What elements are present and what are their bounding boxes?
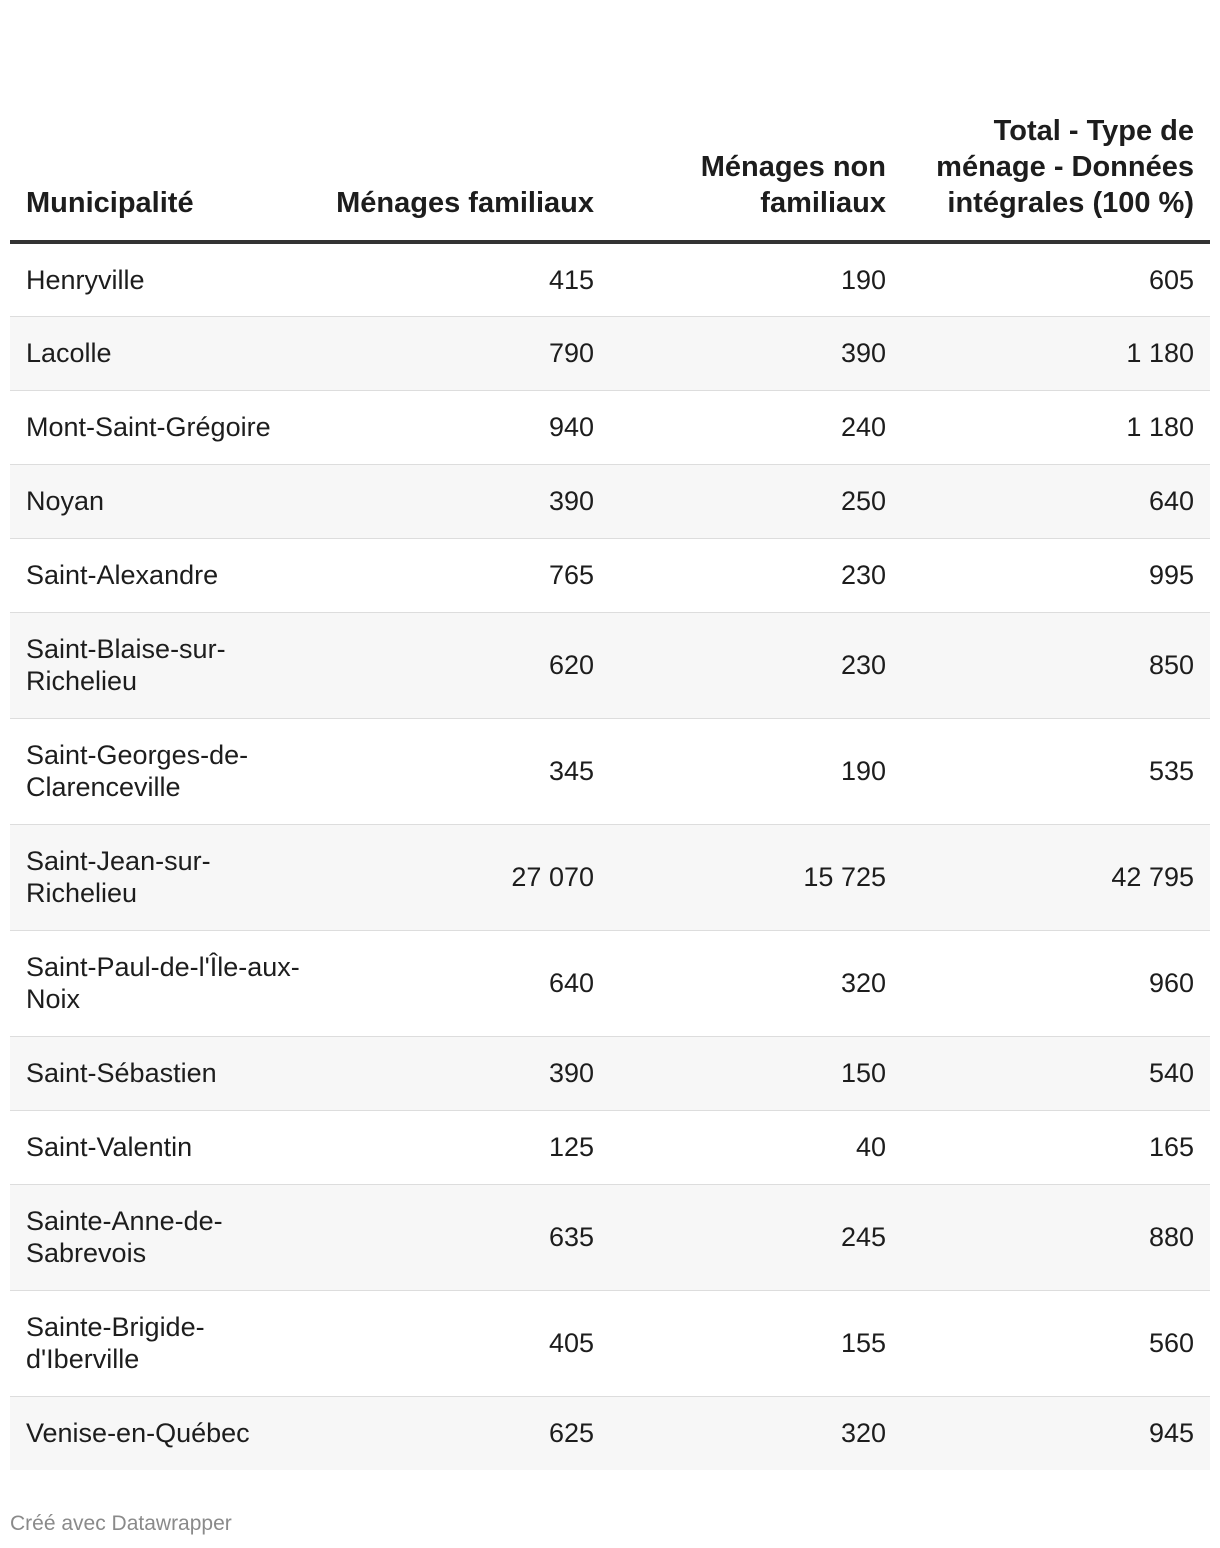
cell-menages-non-familiaux [610, 930, 902, 1036]
cell-total-value: 165 [1148, 1132, 1194, 1162]
cell-menages-familiaux-value: 940 [548, 412, 594, 442]
cell-municipalite-value: Sainte-Anne-de-Sabrevois [26, 1206, 223, 1268]
cell-menages-non-familiaux [610, 1036, 902, 1110]
cell-total [902, 930, 1210, 1036]
cell-menages-familiaux [310, 1290, 610, 1396]
cell-menages-familiaux-value: 635 [548, 1222, 594, 1252]
cell-menages-familiaux [310, 316, 610, 390]
cell-menages-familiaux [310, 1184, 610, 1290]
cell-municipalite [10, 316, 310, 390]
cell-total-value: 540 [1148, 1058, 1194, 1088]
cell-menages-non-familiaux-value: 155 [840, 1328, 886, 1358]
data-table-container [10, 0, 1210, 1470]
cell-total-value: 42 795 [1111, 862, 1194, 892]
cell-total-value: 995 [1148, 560, 1194, 590]
cell-menages-non-familiaux [610, 1110, 902, 1184]
cell-menages-familiaux-value: 390 [548, 1058, 594, 1088]
cell-menages-non-familiaux-value: 40 [855, 1132, 886, 1162]
cell-total-value: 535 [1148, 756, 1194, 786]
cell-municipalite [10, 718, 310, 824]
cell-menages-non-familiaux-value: 190 [840, 756, 886, 786]
cell-menages-familiaux [310, 1036, 610, 1110]
cell-menages-familiaux [310, 824, 610, 930]
cell-total-value: 1 180 [1126, 338, 1194, 368]
cell-total-value: 880 [1148, 1222, 1194, 1252]
table-row [10, 1290, 1210, 1396]
cell-menages-non-familiaux [610, 464, 902, 538]
cell-total-value: 945 [1148, 1418, 1194, 1449]
column-header-menages-non-familiaux[interactable]: Ménages non familiaux [610, 0, 902, 242]
cell-total [902, 718, 1210, 824]
cell-menages-familiaux [310, 1396, 610, 1470]
cell-total [902, 538, 1210, 612]
cell-menages-non-familiaux [610, 824, 902, 930]
cell-total [902, 824, 1210, 930]
cell-municipalite [10, 1396, 310, 1470]
cell-menages-familiaux [310, 464, 610, 538]
cell-total [902, 1036, 1210, 1110]
cell-menages-non-familiaux [610, 538, 902, 612]
cell-municipalite [10, 1290, 310, 1396]
table-row [10, 316, 1210, 390]
cell-menages-familiaux-value: 620 [548, 650, 594, 680]
cell-municipalite-value: Saint-Sébastien [26, 1058, 217, 1088]
table-row [10, 538, 1210, 612]
cell-menages-familiaux [310, 930, 610, 1036]
cell-total [902, 1110, 1210, 1184]
table-row [10, 718, 1210, 824]
table-row [10, 1396, 1210, 1470]
cell-menages-non-familiaux-value: 320 [840, 968, 886, 998]
table-row [10, 242, 1210, 316]
column-header-menages-familiaux[interactable]: Ménages familiaux [310, 0, 610, 242]
cell-menages-non-familiaux-value: 240 [840, 412, 886, 442]
cell-menages-familiaux [310, 718, 610, 824]
table-header [10, 0, 1210, 242]
table-row [10, 464, 1210, 538]
cell-municipalite-value: Henryville [26, 264, 145, 295]
cell-menages-non-familiaux-value: 245 [840, 1222, 886, 1252]
cell-total [902, 242, 1210, 316]
cell-menages-non-familiaux-value: 230 [840, 560, 886, 590]
cell-total-value: 560 [1148, 1328, 1194, 1358]
cell-menages-non-familiaux [610, 612, 902, 718]
cell-total [902, 612, 1210, 718]
cell-menages-familiaux-value: 625 [548, 1418, 594, 1449]
cell-total [902, 464, 1210, 538]
cell-menages-non-familiaux [610, 1290, 902, 1396]
cell-municipalite-value: Venise-en-Québec [26, 1418, 250, 1449]
cell-municipalite [10, 1110, 310, 1184]
cell-total [902, 316, 1210, 390]
table-row [10, 390, 1210, 464]
cell-menages-familiaux [310, 1110, 610, 1184]
cell-total [902, 1290, 1210, 1396]
cell-menages-non-familiaux [610, 1184, 902, 1290]
column-header-total[interactable]: Total - Type de ménage - Données intégrales (100 %) [902, 0, 1210, 242]
cell-municipalite-value: Mont-Saint-Grégoire [26, 412, 271, 442]
cell-menages-non-familiaux-value: 190 [840, 264, 886, 295]
cell-total-value: 1 180 [1126, 412, 1194, 442]
cell-municipalite-value: Sainte-Brigide-d'Iberville [26, 1312, 205, 1374]
cell-municipalite [10, 612, 310, 718]
cell-total-value: 850 [1148, 650, 1194, 680]
cell-total [902, 1184, 1210, 1290]
cell-menages-non-familiaux-value: 250 [840, 486, 886, 516]
cell-menages-familiaux-value: 640 [548, 968, 594, 998]
cell-municipalite [10, 390, 310, 464]
cell-menages-familiaux [310, 242, 610, 316]
cell-menages-non-familiaux-value: 150 [840, 1058, 886, 1088]
cell-total-value: 960 [1148, 968, 1194, 998]
cell-municipalite [10, 1036, 310, 1110]
cell-total-value: 605 [1148, 264, 1194, 295]
cell-menages-familiaux-value: 790 [548, 338, 594, 368]
cell-menages-non-familiaux [610, 316, 902, 390]
cell-menages-non-familiaux [610, 718, 902, 824]
cell-municipalite-value: Saint-Paul-de-l'Île-aux-Noix [26, 952, 300, 1014]
column-header-municipalite[interactable]: Municipalité [10, 0, 310, 242]
cell-municipalite-value: Saint-Georges-de-Clarenceville [26, 740, 249, 802]
cell-menages-familiaux-value: 415 [548, 264, 594, 295]
cell-municipalite [10, 242, 310, 316]
table-row [10, 824, 1210, 930]
household-table [10, 0, 1210, 1470]
cell-menages-familiaux-value: 405 [548, 1328, 594, 1358]
cell-menages-non-familiaux [610, 1396, 902, 1470]
cell-municipalite-value: Saint-Valentin [26, 1132, 193, 1162]
datawrapper-credit[interactable]: Créé avec Datawrapper [10, 1512, 232, 1535]
cell-municipalite [10, 538, 310, 612]
cell-menages-familiaux-value: 27 070 [511, 862, 594, 892]
cell-total [902, 390, 1210, 464]
cell-menages-familiaux-value: 345 [548, 756, 594, 786]
cell-total [902, 1396, 1210, 1470]
cell-municipalite-value: Saint-Alexandre [26, 560, 219, 590]
table-row [10, 612, 1210, 718]
cell-menages-non-familiaux-value: 390 [840, 338, 886, 368]
cell-menages-non-familiaux-value: 320 [840, 1418, 886, 1449]
cell-municipalite-value: Saint-Jean-sur-Richelieu [26, 846, 211, 908]
table-row [10, 1036, 1210, 1110]
cell-menages-familiaux-value: 765 [548, 560, 594, 590]
cell-menages-familiaux-value: 390 [548, 486, 594, 516]
cell-municipalite-value: Saint-Blaise-sur-Richelieu [26, 634, 226, 696]
cell-menages-familiaux [310, 612, 610, 718]
cell-municipalite-value: Lacolle [26, 338, 112, 368]
cell-menages-non-familiaux [610, 242, 902, 316]
cell-menages-non-familiaux [610, 390, 902, 464]
cell-menages-familiaux [310, 390, 610, 464]
cell-municipalite [10, 1184, 310, 1290]
cell-total-value: 640 [1148, 486, 1194, 516]
cell-municipalite [10, 930, 310, 1036]
table-row [10, 1184, 1210, 1290]
cell-municipalite [10, 464, 310, 538]
table-row [10, 1110, 1210, 1184]
cell-municipalite [10, 824, 310, 930]
cell-menages-non-familiaux-value: 230 [840, 650, 886, 680]
cell-menages-familiaux [310, 538, 610, 612]
cell-menages-familiaux-value: 125 [548, 1132, 594, 1162]
table-row [10, 930, 1210, 1036]
table-body [10, 242, 1210, 1470]
cell-municipalite-value: Noyan [26, 486, 105, 516]
cell-menages-non-familiaux-value: 15 725 [803, 862, 886, 892]
header-row [10, 0, 1210, 242]
